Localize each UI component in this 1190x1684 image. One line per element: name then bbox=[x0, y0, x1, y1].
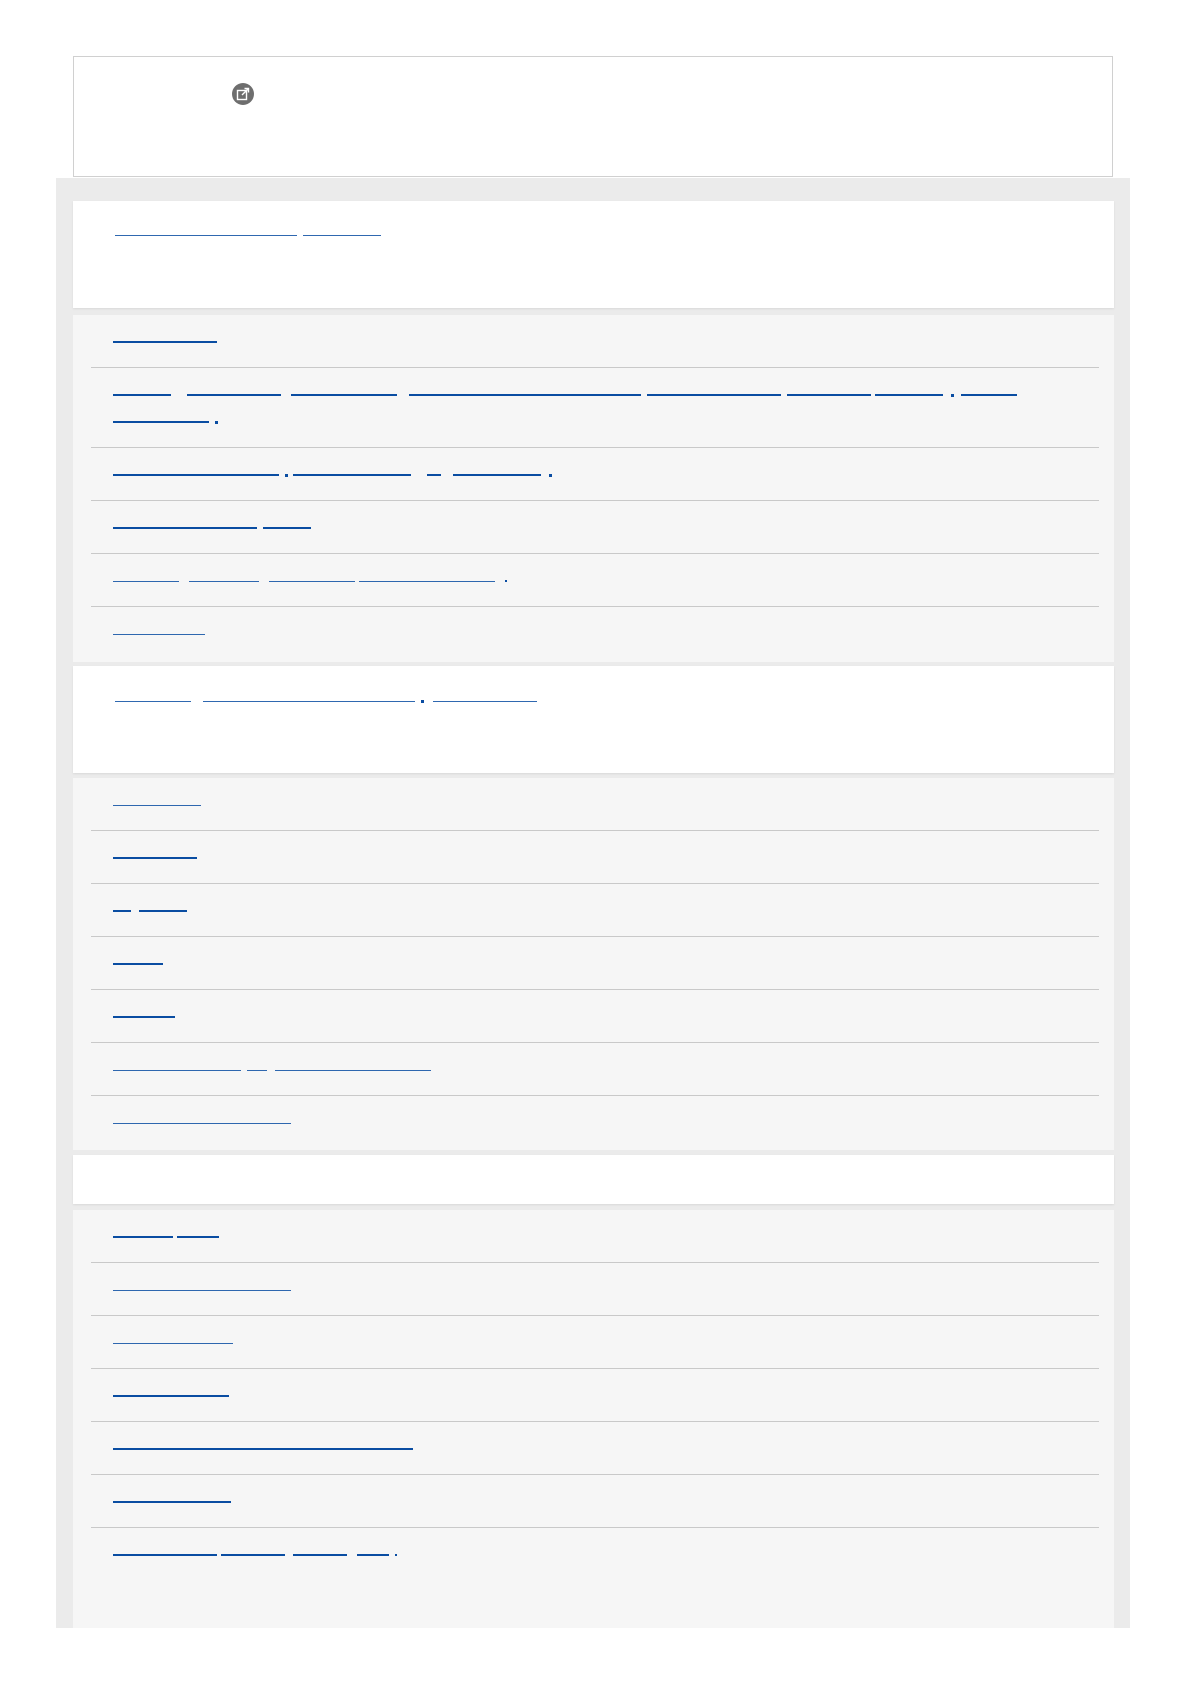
list-item[interactable] bbox=[91, 501, 1099, 554]
list-item[interactable] bbox=[91, 1475, 1099, 1528]
list-item[interactable] bbox=[91, 1210, 1099, 1263]
list-item[interactable] bbox=[91, 778, 1099, 831]
list-item[interactable] bbox=[91, 368, 1099, 448]
list-item[interactable] bbox=[91, 448, 1099, 501]
list-item[interactable] bbox=[91, 884, 1099, 937]
link-group-2 bbox=[73, 778, 1114, 1150]
list-item[interactable] bbox=[91, 315, 1099, 368]
list-item[interactable] bbox=[91, 607, 1099, 660]
list-item[interactable] bbox=[91, 990, 1099, 1043]
section-header-3 bbox=[73, 1155, 1114, 1204]
page-header bbox=[73, 56, 1113, 177]
list-item[interactable] bbox=[91, 554, 1099, 607]
list-item[interactable] bbox=[91, 831, 1099, 884]
section-header-2 bbox=[73, 666, 1114, 773]
list-item[interactable] bbox=[91, 1316, 1099, 1369]
section-header-1 bbox=[73, 201, 1114, 308]
list-item[interactable] bbox=[91, 937, 1099, 990]
link-group-3 bbox=[73, 1210, 1114, 1628]
list-item[interactable] bbox=[91, 1369, 1099, 1422]
list-item[interactable] bbox=[91, 1263, 1099, 1316]
list-item[interactable] bbox=[91, 1528, 1099, 1581]
list-item[interactable] bbox=[91, 1043, 1099, 1096]
list-item[interactable] bbox=[91, 1422, 1099, 1475]
list-item[interactable] bbox=[91, 1096, 1099, 1149]
external-link-icon[interactable] bbox=[232, 83, 254, 105]
link-group-1 bbox=[73, 315, 1114, 662]
